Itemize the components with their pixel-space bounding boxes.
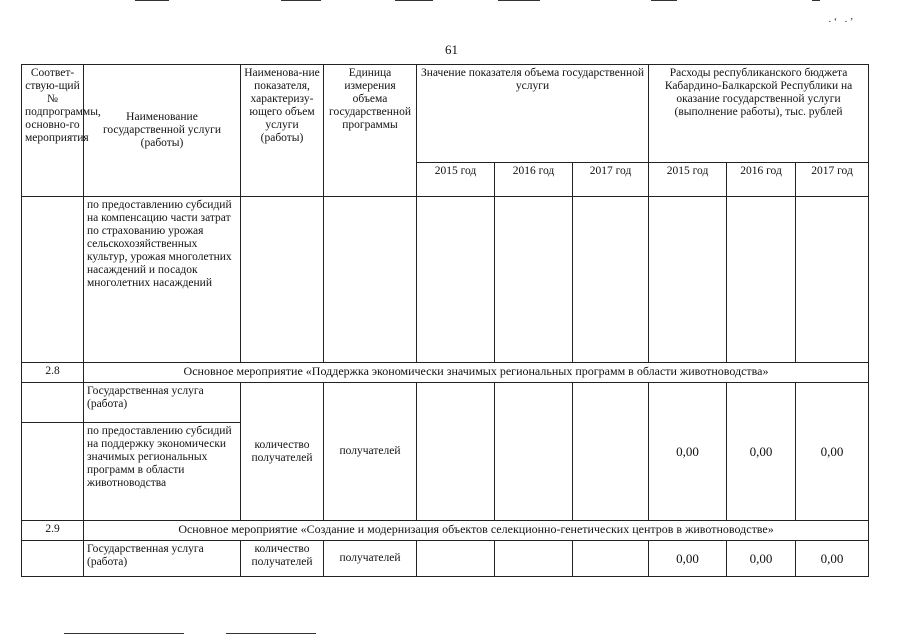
service-label: Государственная услуга (работа) — [84, 541, 241, 577]
cell-empty — [495, 197, 573, 363]
header-year: 2017 год — [796, 163, 869, 197]
continued-service-text: по предоставлению субсидий на компенсацию части затрат по страхованию урожая сельскохозяйственных культур, урожая многолетних насаждений и посадок многолетних насаждений — [84, 197, 241, 363]
header-col-unit: Единица измерения объема государственной программы — [324, 65, 417, 197]
section-title: Основное мероприятие «Создание и модернизация объектов селекционно-генетических центров в животноводстве» — [84, 521, 869, 541]
cell-empty — [495, 541, 573, 577]
cell-empty — [495, 383, 573, 521]
scan-line — [498, 0, 540, 1]
scan-line — [64, 633, 184, 634]
indicator-cell: количество получателей — [241, 383, 324, 521]
scan-line — [135, 0, 169, 1]
expense-value: 0,00 — [796, 541, 869, 577]
cell-empty — [573, 541, 649, 577]
cell-empty — [324, 197, 417, 363]
header-col-indicator: Наименова-ние показателя, характеризу-ющего объем услуги (работы) — [241, 65, 324, 197]
unit-cell: получателей — [324, 383, 417, 521]
scan-marks: ·ʻ ·ʼ — [828, 16, 856, 28]
header-year: 2015 год — [649, 163, 727, 197]
scan-line — [395, 0, 433, 1]
expense-value: 0,00 — [727, 541, 796, 577]
expense-value: 0,00 — [649, 383, 727, 521]
unit-cell: получателей — [324, 541, 417, 577]
page-number: 61 — [445, 42, 458, 57]
section-title: Основное мероприятие «Поддержка экономически значимых региональных программ в области животноводства» — [84, 363, 869, 383]
cell-empty — [727, 197, 796, 363]
cell-empty — [796, 197, 869, 363]
cell-empty — [417, 541, 495, 577]
indicator-cell: количество получателей — [241, 541, 324, 577]
cell-empty — [417, 197, 495, 363]
cell-empty — [22, 197, 84, 363]
section-number: 2.8 — [22, 363, 84, 383]
header-year: 2016 год — [727, 163, 796, 197]
section-number: 2.9 — [22, 521, 84, 541]
expense-value: 0,00 — [727, 383, 796, 521]
header-year: 2015 год — [417, 163, 495, 197]
service-description: по предоставлению субсидий на поддержку экономически значимых региональных программ в области животноводства — [84, 423, 241, 521]
expense-value: 0,00 — [796, 383, 869, 521]
cell-empty — [22, 383, 84, 423]
cell-empty — [241, 197, 324, 363]
cell-empty — [417, 383, 495, 521]
header-year: 2017 год — [573, 163, 649, 197]
header-col-number: Соответ-ствую-щий № подпрограммы, основно-го мероприятия — [22, 65, 84, 197]
header-col-service: Наименование государственной услуги (работы) — [84, 65, 241, 197]
scan-line — [812, 0, 820, 1]
cell-empty — [22, 423, 84, 521]
header-group-values: Значение показателя объема государственной услуги — [417, 65, 649, 163]
services-table — [21, 64, 869, 577]
header-year: 2016 год — [495, 163, 573, 197]
scan-line — [651, 0, 677, 1]
scan-line — [226, 633, 316, 634]
expense-value: 0,00 — [649, 541, 727, 577]
cell-empty — [22, 541, 84, 577]
header-group-expenses: Расходы республиканского бюджета Кабардино-Балкарской Республики на оказание государственной услуги (выполнение работы), тыс. рублей — [649, 65, 869, 163]
cell-empty — [649, 197, 727, 363]
scan-line — [281, 0, 321, 1]
service-label: Государственная услуга (работа) — [84, 383, 241, 423]
cell-empty — [573, 383, 649, 521]
cell-empty — [573, 197, 649, 363]
